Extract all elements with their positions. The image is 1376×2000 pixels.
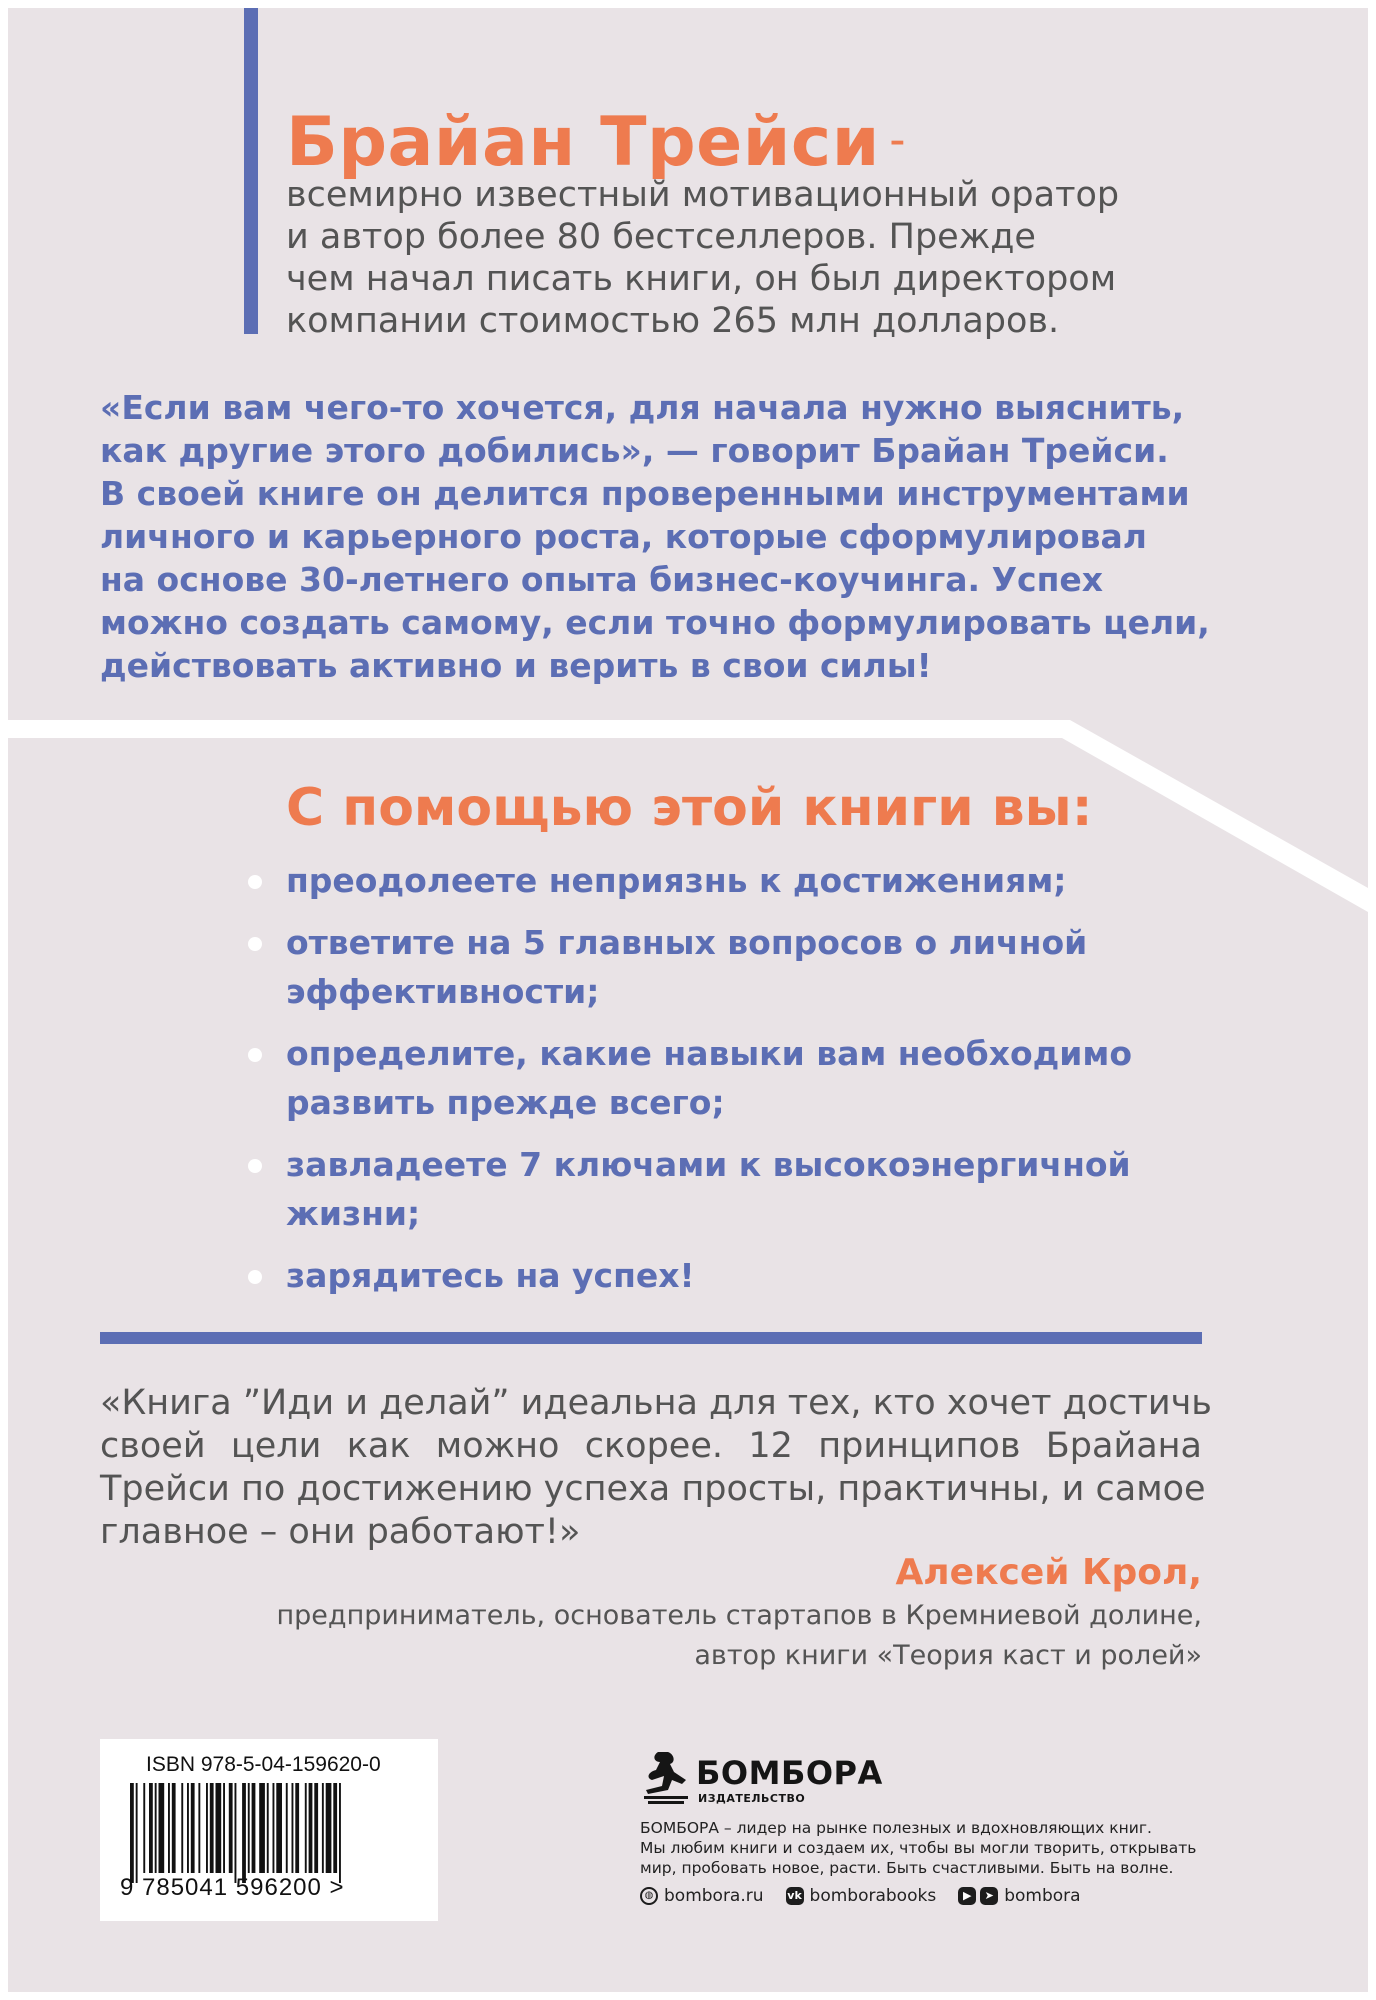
- barcode-bar: [339, 1783, 341, 1883]
- barcode-bar: [333, 1783, 337, 1873]
- benefit-line: жизни;: [286, 1194, 421, 1233]
- barcode-bar: [248, 1783, 250, 1873]
- barcode-bar: [206, 1783, 208, 1873]
- barcode-bar: [305, 1783, 307, 1873]
- review-quote: [100, 1382, 1212, 1554]
- review-line: своей цели как можно скорее. 12 принципов Брайана: [100, 1426, 1202, 1466]
- publisher-block: [634, 1746, 1234, 1906]
- barcode-bar: [267, 1783, 269, 1873]
- description-line: как другие этого добились», — говорит Брайан Трейси.: [100, 431, 1169, 470]
- benefit-item: [248, 918, 1248, 1016]
- review-line: «Книга ”Иди и делай” идеальна для тех, кто хочет достичь: [100, 1383, 1212, 1423]
- barcode-bar: [149, 1783, 153, 1873]
- author-name: [286, 103, 905, 182]
- benefit-line: завладеете 7 ключами к высокоэнергичной: [286, 1145, 1131, 1184]
- social-telegram[interactable]: [958, 1886, 1080, 1906]
- video-icon: ▶: [958, 1887, 976, 1905]
- barcode-bar: [273, 1783, 275, 1873]
- benefit-line: зарядитесь на успех!: [286, 1256, 695, 1295]
- author-bio-line: всемирно известный мотивационный оратор: [286, 175, 1120, 215]
- author-dash: –: [889, 124, 906, 159]
- barcode-bar: [229, 1783, 233, 1873]
- barcode-bar: [286, 1783, 288, 1873]
- barcode-bar: [223, 1783, 225, 1873]
- social-website[interactable]: [640, 1886, 764, 1906]
- publisher-description-line: БОМБОРА – лидер на рынке полезных и вдохновляющих книг.: [640, 1819, 1152, 1837]
- benefit-line: развить прежде всего;: [286, 1083, 725, 1122]
- barcode-bar: [292, 1783, 294, 1873]
- benefit-item: [248, 1140, 1248, 1238]
- isbn-label: ISBN 978-5-04-159620-0: [146, 1753, 381, 1776]
- reviewer-role: [277, 1596, 1202, 1676]
- benefit-line: эффективности;: [286, 972, 600, 1011]
- description-line: В своей книге он делится проверенными инструментами: [100, 474, 1190, 513]
- bullet-dot-icon: [248, 1159, 262, 1173]
- barcode-bar: [187, 1783, 189, 1873]
- author-bio: [286, 174, 1186, 342]
- barcode-bar: [210, 1783, 214, 1873]
- barcode-bar: [326, 1783, 332, 1873]
- description-line: можно создать самому, если точно формулировать цели,: [100, 603, 1210, 642]
- barcode-bar: [159, 1783, 165, 1873]
- benefit-item: [248, 1029, 1248, 1127]
- barcode-bar: [259, 1783, 265, 1873]
- benefit-line: определите, какие навыки вам необходимо: [286, 1034, 1133, 1073]
- barcode-bar: [130, 1783, 134, 1883]
- social-label: bombora.ru: [664, 1886, 764, 1906]
- telegram-icon: ➤: [980, 1887, 998, 1905]
- barcode-bar: [235, 1783, 237, 1883]
- benefits-list: [248, 856, 1248, 1313]
- barcode-bar: [181, 1783, 183, 1873]
- review-line: главное – они работают!»: [100, 1512, 581, 1552]
- book-description: [100, 386, 1300, 687]
- review-line: Трейси по достижению успеха просты, практичны, и самое: [100, 1469, 1206, 1509]
- barcode-bar: [168, 1783, 170, 1873]
- author-bio-line: и автор более 80 бестселлеров. Прежде: [286, 217, 1036, 257]
- book-back-cover: [8, 8, 1368, 1992]
- barcode-digits: 9 785041 596200 >: [120, 1874, 345, 1901]
- publisher-name: БОМБОРА: [696, 1754, 883, 1792]
- barcode-bar: [136, 1783, 138, 1883]
- section-divider: [100, 1332, 1202, 1344]
- barcode-bar: [252, 1783, 256, 1873]
- benefit-item: [248, 856, 1248, 905]
- barcode-bar: [314, 1783, 318, 1873]
- publisher-description-line: Мы любим книги и создаем их, чтобы вы могли творить, открывать: [640, 1839, 1197, 1857]
- globe-icon: ◍: [640, 1887, 658, 1905]
- isbn-barcode: [100, 1739, 438, 1921]
- reviewer-name: Алексей Крол,: [895, 1552, 1202, 1593]
- publisher-socials: [640, 1886, 1234, 1906]
- publisher-description-line: мир, пробовать новое, расти. Быть счастливыми. Быть на волне.: [640, 1859, 1174, 1877]
- benefit-line: ответите на 5 главных вопросов о личной: [286, 923, 1088, 962]
- author-name-text: Брайан Трейси: [286, 103, 880, 182]
- barcode-bar: [155, 1783, 157, 1873]
- reviewer-role-line: автор книги «Теория каст и ролей»: [694, 1640, 1202, 1671]
- bullet-dot-icon: [248, 1048, 262, 1062]
- author-bio-line: компании стоимостью 265 млн долларов.: [286, 301, 1060, 341]
- vk-icon: vk: [786, 1887, 804, 1905]
- barcode-bar: [172, 1783, 176, 1873]
- benefit-line: преодолеете неприязнь к достижениям;: [286, 861, 1067, 900]
- barcode-bar: [216, 1783, 222, 1873]
- bullet-dot-icon: [248, 1270, 262, 1284]
- barcode-bar: [198, 1783, 200, 1873]
- barcode-bar: [242, 1783, 246, 1883]
- reviewer-role-line: предприниматель, основатель стартапов в Кремниевой долине,: [276, 1600, 1202, 1631]
- bullet-dot-icon: [248, 937, 262, 951]
- author-bio-line: чем начал писать книги, он был директором: [286, 259, 1117, 299]
- benefit-item: [248, 1251, 1248, 1300]
- bullet-dot-icon: [248, 875, 262, 889]
- description-line: на основе 30-летнего опыта бизнес-коучинга. Успех: [100, 560, 1104, 599]
- social-label: bomborabooks: [809, 1886, 937, 1906]
- benefits-title: С помощью этой книги вы:: [286, 778, 1093, 838]
- barcode-bar: [143, 1783, 145, 1873]
- barcode-bar: [191, 1783, 195, 1873]
- author-accent-bar: [244, 8, 258, 334]
- barcode-bar: [295, 1783, 299, 1873]
- publisher-logo: [634, 1746, 1234, 1810]
- barcode-bar: [276, 1783, 282, 1873]
- publisher-description: [640, 1818, 1234, 1878]
- publisher-subtitle: ИЗДАТЕЛЬСТВО: [698, 1792, 806, 1805]
- bombora-logo-icon: [642, 1750, 690, 1808]
- social-vk[interactable]: [786, 1886, 937, 1906]
- social-label: bombora: [1004, 1886, 1081, 1906]
- description-line: личного и карьерного роста, которые сформулировал: [100, 517, 1147, 556]
- barcode-bar: [309, 1783, 313, 1873]
- description-line: действовать активно и верить в свои силы!: [100, 646, 932, 685]
- barcode-bar: [322, 1783, 324, 1873]
- description-line: «Если вам чего-то хочется, для начала нужно выяснить,: [100, 388, 1185, 427]
